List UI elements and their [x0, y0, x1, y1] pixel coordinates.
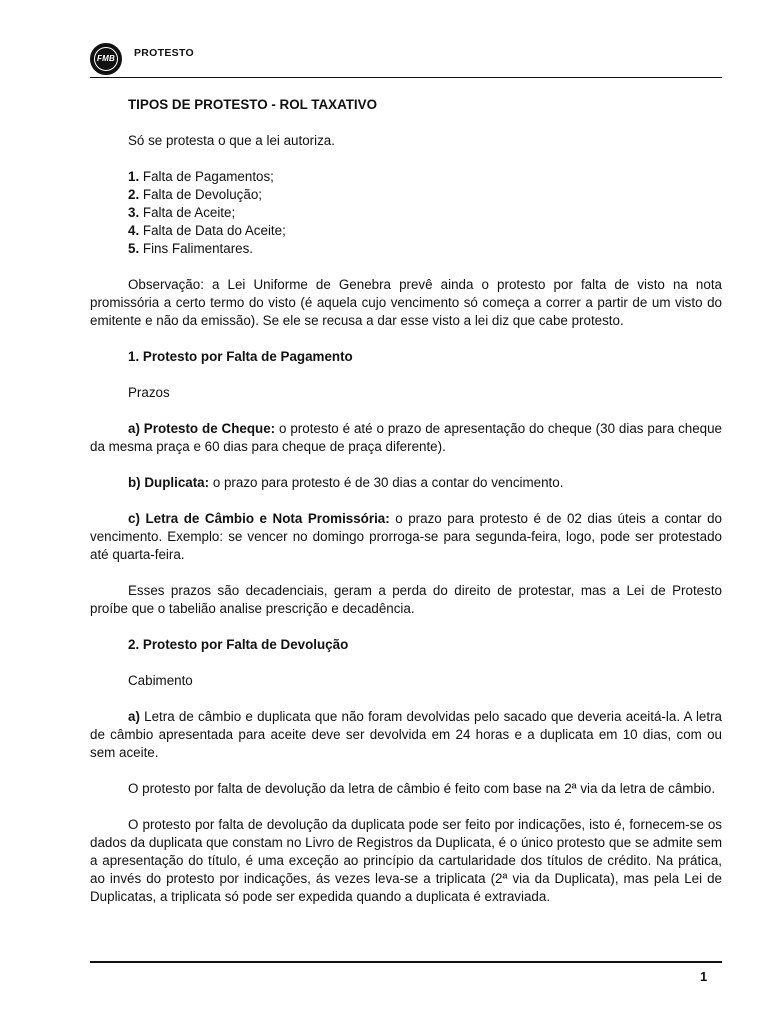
footer-divider — [90, 961, 722, 963]
section-heading: TIPOS DE PROTESTO - ROL TAXATIVO — [128, 97, 377, 112]
document-body — [90, 96, 722, 906]
item-a-cheque: a) Protesto de Cheque: o protesto é até o prazo de apresentação do cheque (30 dias para cheque da mesma praça e 60 dias para cheque de praça diferente). — [90, 421, 722, 454]
cabimento-label: Cabimento — [128, 673, 193, 688]
letra-cambio-paragraph: O protesto por falta de devolução da letra de câmbio é feito com base na 2ª via da letra de câmbio. — [128, 781, 716, 796]
protest-types-list — [90, 168, 722, 258]
fmb-logo — [90, 43, 122, 75]
intro-paragraph: Só se protesta o que a lei autoriza. — [128, 133, 335, 148]
duplicata-paragraph: O protesto por falta de devolução da duplicata pode ser feito por indicações, isto é, fornecem-se os dados da duplicata que constam no Livro de Registros da Duplicata, é o único protesto que se admite sem a apresentação do título, é uma exceção ao princípio da cartularidade dos títulos de crédito. Na prática, ao invés do protesto por indicações, ás vezes leva-se a triplicata (2ª via da Duplicata), mas pela Lei de Duplicatas, a triplicata só pode ser expedida quando a duplicata é extraviada. — [90, 817, 722, 904]
prazos-label: Prazos — [128, 385, 170, 400]
list-item: 1. Falta de Pagamentos; — [128, 169, 274, 184]
decadenciais-paragraph: Esses prazos são decadenciais, geram a perda do direito de protestar, mas a Lei de Protesto proíbe que o tabelião analise prescrição e decadência. — [90, 583, 722, 616]
item-a-devolucao: a) Letra de câmbio e duplicata que não foram devolvidas pelo sacado que deveria aceitá-la. A letra de câmbio apresentada para aceite deve ser devolvida em 24 horas e a duplicata em 10 dias, com ou sem aceite. — [90, 709, 722, 760]
page-number: 1 — [700, 969, 708, 984]
item-c-letra-cambio: c) Letra de Câmbio e Nota Promissória: o prazo para protesto é de 02 dias úteis a contar do vencimento. Exemplo: se vencer no domingo prorroga-se para segunda-feira, logo, pode ser protestado até quarta-feira. — [90, 511, 722, 562]
logo-text: FMB — [97, 54, 115, 63]
list-item: 5. Fins Falimentares. — [128, 241, 254, 256]
section-1-title: 1. Protesto por Falta de Pagamento — [128, 349, 353, 364]
observacao-paragraph: Observação: a Lei Uniforme de Genebra prevê ainda o protesto por falta de visto na nota promissória a certo termo do visto (é aquela cujo vencimento só começa a correr a partir de um visto do emitente e não da emissão). Se ele se recusa a dar esse visto a lei diz que cabe protesto. — [90, 277, 722, 328]
list-item: 3. Falta de Aceite; — [128, 205, 236, 220]
header-divider — [90, 77, 722, 78]
header-title: PROTESTO — [134, 47, 194, 59]
page-header — [90, 40, 722, 78]
section-2-title: 2. Protesto por Falta de Devolução — [128, 637, 349, 652]
list-item: 4. Falta de Data do Aceite; — [128, 223, 286, 238]
item-b-duplicata: b) Duplicata: o prazo para protesto é de 30 dias a contar do vencimento. — [128, 475, 564, 490]
list-item: 2. Falta de Devolução; — [128, 187, 262, 202]
